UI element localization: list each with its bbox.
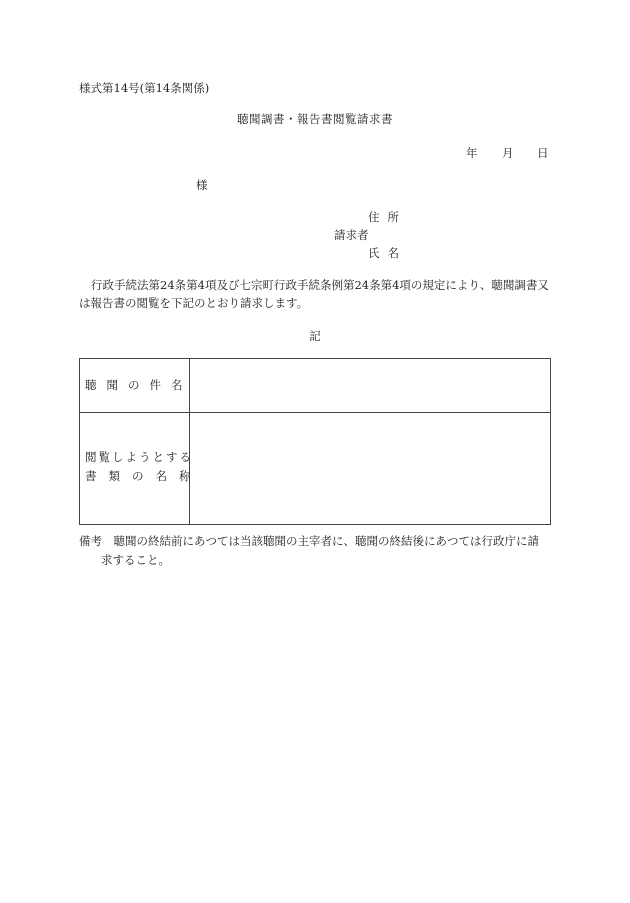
remarks-line-1: 備考 聴聞の終結前にあつては当該聴聞の主宰者に、聴聞の終結後にあつては行政庁に請 [79, 534, 539, 548]
name-label: 氏名 [368, 246, 407, 260]
documents-value-cell[interactable] [190, 413, 550, 524]
address-label: 住所 [368, 210, 407, 224]
documents-label-line-1: 閲覧しようとする [85, 450, 193, 464]
date-year-label: 年 [466, 146, 478, 160]
documents-label-line-2: 書類の名称 [85, 469, 203, 483]
remarks-line-2: 求すること。 [101, 553, 170, 567]
date-day-label: 日 [537, 146, 549, 160]
form-number: 様式第14号(第14条関係) [79, 81, 210, 95]
document-title: 聴聞調書・報告書閲覧請求書 [237, 112, 393, 126]
hearing-value-cell[interactable] [190, 359, 550, 412]
documents-label-cell [80, 413, 203, 524]
hearing-label: 聴聞の件名 [85, 378, 193, 392]
request-table [79, 358, 551, 525]
requester-label: 請求者 [334, 228, 369, 242]
body-text-line-1: 行政手続法第24条第4項及び七宗町行政手続条例第24条第4項の規定により、聴聞調書又 [91, 278, 549, 292]
body-text-line-2: は報告書の閲覧を下記のとおり請求します。 [79, 296, 309, 310]
table-row-hearing [80, 359, 550, 413]
ki-heading: 記 [309, 329, 321, 343]
hearing-label-cell [80, 359, 193, 412]
date-month-label: 月 [502, 146, 514, 160]
addressee-suffix: 様 [196, 178, 208, 192]
table-row-documents [80, 413, 550, 524]
